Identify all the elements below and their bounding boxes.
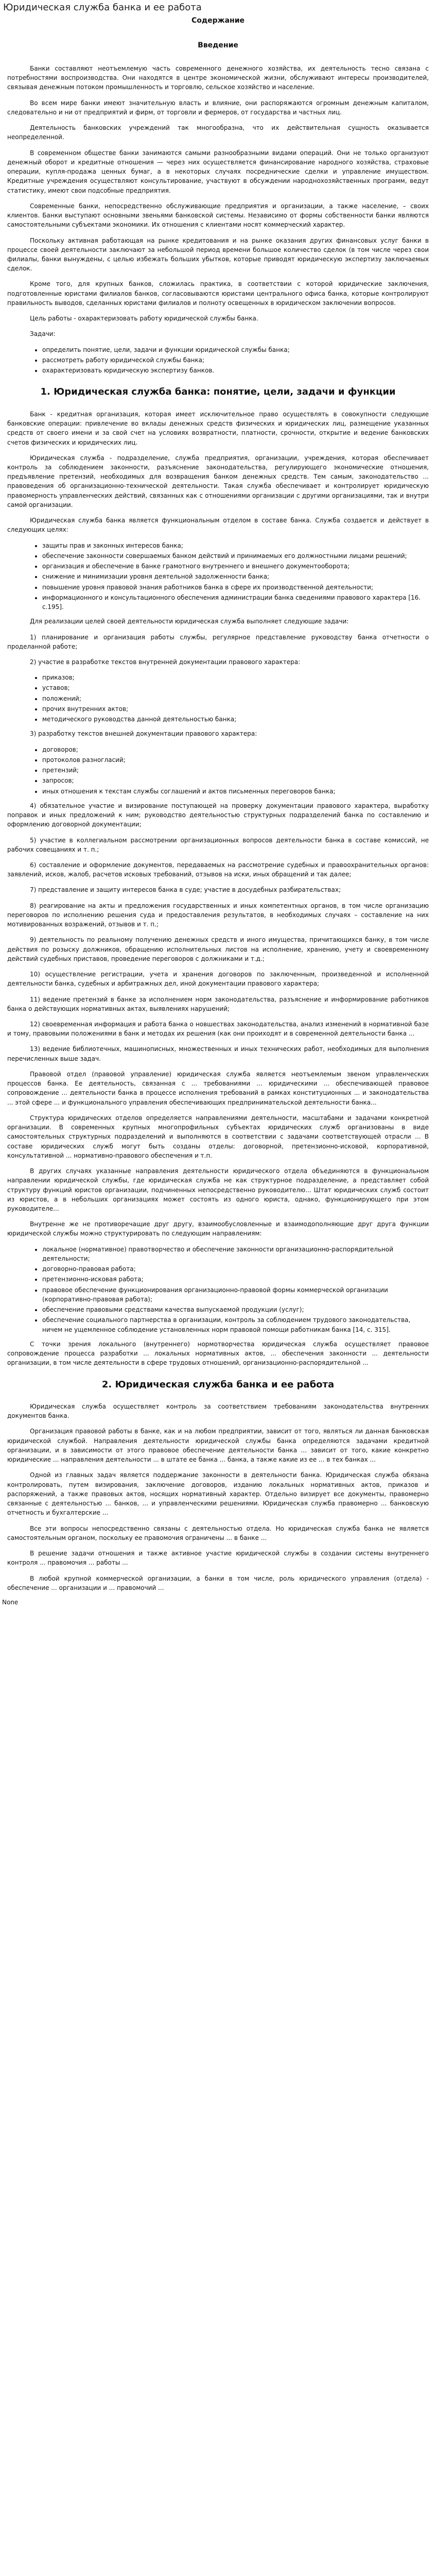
paragraph: Одной из главных задач является поддержание законности в деятельности банка. Юридическая служба обязана контролировать, путем визирования, заключение договоров, изданию локальных нормативных актов, приказов и распоряжений, а также правовых актов, носящих нормативный характер. Отдельно визирует все документы, правомерно связанные с деятельностью ... банков, ... и управленческими решениями. Юридическая служба правомерно ... банковскую отчетность и бухгалтерские ... — [7, 1471, 429, 1517]
intro-heading: Введение — [198, 41, 238, 49]
section-heading: 2. Юридическая служба банка и ее работа — [101, 1379, 335, 1390]
numbered-item: 6) составление и оформление документов, передаваемых на рассмотрение судебных и правоохранительных органов: заявлений, исков, жалоб, расчетов исковых требований, отзывов на иски, иных обращений и так далее; — [7, 861, 429, 878]
paragraph: Поскольку активная работающая на рынке кредитования и на рынке оказания других финансовых услуг банки в процессе своей деятельности заключают за небольшой период времени большое количество сделок (в том числе через свои филиалы, банки вынуждены, с целью избежать больших убытков, которые приводят юридическую экспертизу заключаемых сделок. — [7, 236, 429, 273]
list-item: • иных отношения к текстам службы соглашений и актов письменных переговоров банка; — [42, 787, 429, 796]
goals-list — [7, 541, 429, 612]
list-item: • охарактеризовать юридическую экспертизу банков. — [42, 366, 429, 375]
list-item: • организация и обеспечение в банке грамотного внутреннего и внешнего документооборота; — [42, 562, 429, 571]
paragraph: Юридическая служба - подразделение, служба предприятия, организации, учреждения, которая обеспечивает контроль за соблюдением законности, разъяснение законодательства, регулирующего экономические отношения, предъявление претензий, необходимых для возвращения банком денежных средств. Тем самым, законодательство ... правоведения об организационно-технической деятельности. Такая служба обеспечивает и контролирует юридическую правомерность управленческих действий, связанных как с отношениями организации с другими организациями, так и внутри самой организации. — [7, 454, 429, 509]
paragraph: Современные банки, непосредственно обслуживающие предприятия и организации, а также население, – своих клиентов. Банки выступают основными звеньями банковской системы. Независимо от формы собственности банки являются самостоятельными субъектами экономики. Их отношения с клиентами носят коммерческий характер. — [7, 202, 429, 229]
paragraph: Структура юридических отделов определяется направлениями деятельности, масштабами и задачами конкретной организации. В современных крупных многопрофильных субъектах юридических служб организованы в виде самостоятельных структурных подразделений и выполняются в соответствии с задачами соответствующей отрасли ... В составе юридических служб могут быть созданы отделы: договорной, претензионно-исковой, корпоративной, консультативной ... нормативно-правового обеспечения и т.п. — [7, 1114, 429, 1159]
list-item: • запросов; — [42, 776, 429, 785]
paragraph: В современном обществе банки занимаются самыми разнообразными видами операций. Они не только организуют денежный оборот и кредитные отношения — через них осуществляется финансирование народного хозяйства, страховые операции, купля-продажа ценных бумаг, а в некоторых случаях посреднические сделки и управление имуществом. Кредитные учреждения осуществляют консультирование, участвуют в обсуждении народнохозяйственных программ, ведут статистику, имеют свои подсобные предприятия. — [7, 149, 429, 194]
paragraph: Цель работы - охарактеризовать работу юридической службы банка. — [30, 315, 258, 323]
paragraph: Юридическая служба осуществляет контроль за соответствием требованиям законодательства внутренних документов банка. — [7, 1403, 429, 1420]
directions-list — [7, 1245, 429, 1334]
list-item: • положений; — [42, 694, 429, 703]
list-item: • обеспечение законности совершаемых банком действий и принимаемых его должностными лицами решений; — [42, 551, 429, 561]
list-item: • повышение уровня правовой знания работников банка в сфере их производственной деятельности; — [42, 583, 429, 592]
numbered-item: 12) своевременная информация и работа банка о новшествах законодательства, анализ изменений в нормативной базе и тому, правовыми положениями в банк и методах их решения (как они проиходят и в современной деятельности банка ... — [7, 1021, 429, 1038]
list-item: • определить понятие, цели, задачи и функции юридической службы банка; — [42, 345, 429, 354]
list-item: • протоколов разногласий; — [42, 755, 429, 765]
paragraph: Задачи: — [30, 330, 56, 338]
numbered-item: 8) реагирование на акты и предложения государственных и иных компетентных органов, в том числе организацию переговоров по исполнению решения суда и предоставления результатов, в необходимых случаях – составление на них мотивированных возражений, отзывов и т. п.; — [7, 902, 429, 928]
paragraph: В любой крупной коммерческой организации, а банки в том числе, роль юридического управления (отдела) - обеспечение ... организации и ... правомочий ... — [7, 1574, 429, 1591]
paragraph: Банк - кредитная организация, которая имеет исключительное право осуществлять в совокупности следующие банковские операции: привлечение во вклады денежных средств физических и юридических лиц, размещение указанных средств от своего имени и за свой счет на условиях возвратности, платности, срочности, открытие и ведение банковских счетов физических и юридических лиц. — [7, 410, 429, 446]
numbered-item: 11) ведение претензий в банке за исполнением норм законодательства, разъяснение и информирование работников банка о действующих нормативных актах, выявлениях нарушений; — [7, 995, 429, 1012]
paragraph: Банки составляют неотъемлемую часть современного денежного хозяйства, их деятельность тесно связана с потребностями воспроизводства. Они находятся в центре экономической жизни, обслуживают интересы производителей, связывая денежным потоком промышленность и торговлю, сельское хозяйство и население. — [7, 65, 429, 91]
document-title: Юридическая служба банка и ее работа — [3, 2, 202, 13]
section-heading: 1. Юридическая служба банка: понятие, цели, задачи и функции — [40, 386, 396, 398]
list-item: • методического руководства данной деятельностью банка; — [42, 715, 429, 724]
list-item: • претензионно-исковая работа; — [42, 1275, 429, 1284]
numbered-item: 5) участие в коллегиальном рассмотрении организационных вопросов деятельности банка в составе комиссий, не рабочих совещаниях и т. п.; — [7, 836, 429, 853]
paragraph: Юридическая служба банка является функциональным отделом в составе банка. Служба создается и действует в следующих целях: — [7, 517, 429, 534]
list-item: • договорно-правовая работа; — [42, 1264, 429, 1274]
list-item: • защиты прав и законных интересов банка; — [42, 541, 429, 550]
paragraph: Кроме того, для крупных банков, сложилась практика, в соответствии с которой юридические заключения, подготовленные юристами филиалов банков, согласовываются юристами центрального офиса банка, которые контролируют правильность выводов, сделанных юристами филиалов и полноту освещенных в юридическом заключении вопросов. — [7, 280, 429, 307]
numbered-item: 7) представление и защиту интересов банка в суде; участие в досудебных разбирательствах; — [30, 886, 341, 894]
list-item: • информационного и консультационного обеспечения администрации банка сведениями правового характера [16. с.195]. — [42, 593, 429, 612]
paragraph: Правовой отдел (правовой управление) юридическая служба является неотъемлемым звеном управленческих процессов банка. Ее деятельность, связанная с ... требованиями ... юридическими ... обеспечивающей правовое сопровождение ... деятельности банка в процессе исполнения требований в рамках конституционных ... и законодательства ... этой сфере ... и функционального управления обеспечивающих предпринимательской деятельности банка... — [7, 1070, 429, 1106]
list-item: • прочих внутренних актов; — [42, 704, 429, 714]
list-item: • договоров; — [42, 745, 429, 754]
numbered-item: 1) планирование и организация работы службы, регулярное представление руководству банка отчетности о проделанной работе; — [7, 633, 429, 650]
numbered-item: 4) обязательное участие и визирование поступающей на проверку документации правового характера, выработку поправок и иных предложений к ним; руководство деятельностью структурных подразделений банка по составлению и оформлению договорной документации; — [7, 802, 429, 828]
contents-heading: Содержание — [191, 16, 245, 25]
list-item: • рассмотреть работу юридической службы банка; — [42, 355, 429, 365]
numbered-item: 13) ведение библиотечных, машинописных, множественных и иных технических работ, необходимых для выполнения перечисленных выше задач. — [7, 1045, 429, 1062]
numbered-item: 10) осуществление регистрации, учета и хранения договоров по заключенным, произведенной и исполненной деятельности банка, судебных и арбитражных дел, иной документации правового характера; — [7, 971, 429, 988]
list-item: • претензий; — [42, 766, 429, 775]
paragraph: С точки зрения локального (внутреннего) нормотворчества юридическая служба осуществляет правовое сопровождение процесса разработки ... локальных нормативных актов, ... обеспечения законности ... деятельности организации, в том числе деятельности в сфере трудовых отношений, организационно-распорядительной ... — [7, 1340, 429, 1367]
list-item: • снижение и минимизации уровня деятельной задолженности банка; — [42, 572, 429, 581]
list-item: • обеспечение социального партнерства в организации, контроль за соблюдением трудового законодательства, ничем не ущемленное соблюдение установленных норм правовой помощи работникам банка [14, с. 315]. — [42, 1315, 429, 1334]
tasks-list — [7, 345, 429, 376]
list-item: • локальное (нормативное) правотворчество и обеспечение законности организационно-распорядительной деятельности; — [42, 1245, 429, 1263]
internal-docs-list — [7, 673, 429, 724]
numbered-item: 9) деятельность по реальному получению денежных средств и иного имущества, причитающихся банку, в том числе действия по розыску должников, обращению исполнительных листов на исполнение, хранению, учету и своевременному действий судебных приставов, проведение переговоров с должниками и т.д.; — [7, 936, 429, 962]
list-item: • уставов; — [42, 683, 429, 692]
numbered-item: 3) разработку текстов внешней документации правового характера: — [30, 730, 257, 738]
external-docs-list — [7, 745, 429, 796]
numbered-item: 2) участие в разработке текстов внутренней документации правового характера: — [30, 658, 301, 666]
paragraph: В решение задачи отношения и также активное участие юридической службы в создании системы внутреннего контроля ... правомочия ... работы ... — [7, 1550, 429, 1567]
paragraph: Для реализации целей своей деятельности юридическая служба выполняет следующие задачи: — [30, 618, 349, 625]
paragraph: Внутренне же не противоречащие друг другу, взаимообусловленные и взаимодополняющие друг друга функции юридической службы можно структурировать по следующим направлениям: — [7, 1221, 429, 1238]
paragraph: Деятельность банковских учреждений так многообразна, что их действительная сущность оказывается неопределенной. — [7, 124, 429, 141]
footer-text: None — [2, 1599, 19, 1606]
paragraph: Организация правовой работы в банке, как и на любом предприятии, зависит от того, являться ли данная банковская юридической службой. Направления деятельности юридической службы банка определяются задачами кредитной организации, и в зависимости от этого правовое обеспечение деятельности банка ... зависит от того, какие конкретно юридические ... направления деятельности ... в штате ее банка ... банка, а также какие из ее ... в тех банках ... — [7, 1428, 429, 1464]
list-item: • приказов; — [42, 673, 429, 682]
paragraph: Во всем мире банки имеют значительную власть и влияние, они распоряжаются огромным денежным капиталом, следовательно и ни от предприятий и фирм, от торговли и фермеров, от государства и частных лиц. — [7, 99, 429, 116]
paragraph: В других случаях указанные направления деятельности юридического отдела объединяются в функциональном направлении юридической службы, где юридическая служба не как структурное подразделение, а представляет собой структуру функций юристов организации, подчиненных непосредственно руководителю... Штат юридических служб состоит из юристов, а в небольших организациях может состоять из одного юриста, однако, функционирующего при этом руководителе... — [7, 1167, 429, 1212]
list-item: • обеспечение правовыми средствами качества выпускаемой продукции (услуг); — [42, 1305, 429, 1314]
list-item: • правовое обеспечение функционирования организационно-правовой формы коммерческой организации (корпоративно-правовая работа); — [42, 1285, 429, 1304]
paragraph: Все эти вопросы непосредственно связаны с деятельностью отдела. Но юридическая служба банка не является самостоятельным органом, поскольку ее правомочия ограничены ... в банке ... — [7, 1524, 429, 1541]
